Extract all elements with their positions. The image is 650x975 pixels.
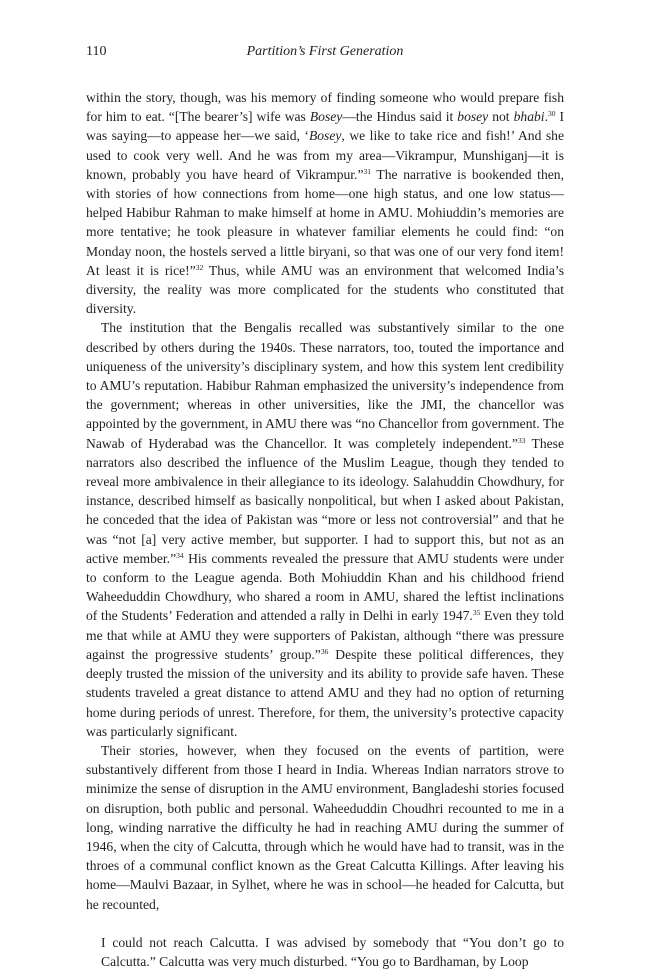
- text-run: These narrators also described the influence of the Muslim League, though they tended to reveal more ambivalence in their allegiance to its ideology. Salahuddin Chowdhury, for instance, described himself as basically nonpolitical, but when I asked about Pakistan, he conceded that the idea of Pakistan was “more or less not controversial” and that he was “not [a] very active member, but supporter. I had to support this, but not as an active member.”: [86, 435, 564, 566]
- body-text: [86, 88, 564, 971]
- footnote-ref: 32: [195, 262, 204, 272]
- text-run: Their stories, however, when they focused on the events of partition, were substantively different from those I heard in India. Whereas Indian narrators strove to minimize the sense of disruption in the AMU environment, Bangladeshi stories focused on disruption, both public and personal. Waheeduddin Choudhri recounted to me in a long, winding narrative the difficulty he had in reaching AMU during the summer of 1946, when the city of Calcutta, through which he would have had to transit, was in the throes of a communal conflict known as the Great Calcutta Killings. After leaving his home—Maulvi Bazaar, in Sylhet, where he was in school—he headed for Calcutta, but he recounted,: [86, 742, 564, 912]
- text-run: The narrative is bookended then, with stories of how connections from home—one high status, and one low status—helped Habibur Rahman to make himself at home in AMU. Mohiuddin’s memories are more tentative; he took pleasure in whatever familiar elements he could find: “on Monday noon, the hostels served a little biryani, so that was one of our very fond item! At least it is rice!”: [86, 166, 564, 278]
- text-run: Despite these political differences, they deeply trusted the mission of the university and its ability to provide safe haven. These students traveled a great distance to attend AMU and they had no option of returning home during periods of unrest. Therefore, for them, the university’s protective capacity was particularly significant.: [86, 646, 564, 739]
- text-run: His comments revealed the pressure that AMU students were under to conform to the League agenda. Both Mohiuddin Khan and his childhood friend Waheeduddin Chowdhury, who shared a room in AMU, shared the leftist inclinations of the Students’ Federation and attended a rally in Delhi in early 1947.: [86, 550, 565, 624]
- text-run: Even they told me that while at AMU they were supporters of Pakistan, although “there was pressure against the progressive students’ group.”: [86, 608, 564, 662]
- italic-term: bosey: [457, 109, 489, 125]
- page-number: 110: [86, 44, 107, 59]
- running-title: Partition’s First Generation: [246, 44, 404, 59]
- text-run: The institution that the Bengalis recalled was substantively similar to the one described by others during the 1940s. These narrators, too, touted the importance and uniqueness of the university’s disciplinary system, and how this system lent credibility to AMU’s reputation. Habibur Rahman emphasized the university’s independence from the government; whereas in other universities, like the JMI, the chancellor was appointed by the government, in AMU there was “no Chancellor from government. The Nawab of Hyderabad was the Chancellor. It was completely independent.”: [86, 320, 564, 451]
- paragraph-3: [86, 741, 564, 914]
- paragraph-2: [86, 318, 564, 740]
- text-run: .: [544, 109, 548, 125]
- footnote-ref: 30: [547, 109, 556, 119]
- italic-term: Bosey: [308, 128, 342, 144]
- footnote-ref: 33: [517, 435, 526, 445]
- italic-term: bhabi: [513, 109, 545, 125]
- text-run: within the story, though, was his memory of finding someone who would prepare fish for him to eat. “[The bearer’s] wife was: [86, 90, 564, 125]
- footnote-ref: 35: [472, 608, 481, 618]
- italic-term: Bosey: [309, 109, 343, 125]
- footnote-ref: 34: [176, 550, 184, 560]
- block-quote: I could not reach Calcutta. I was advised by somebody that “You don’t go to Calcutta.” Calcutta was very much disturbed. “You go to Bardhaman, by Loop: [101, 934, 564, 969]
- paragraph-1: [86, 88, 564, 318]
- text-run: not: [488, 109, 514, 125]
- text-run: , we like to take rice and fish!’ And she used to cook very well. And he was from my area—Vikrampur, Munshiganj—it is known, probably you have heard of Vikrampur.”: [86, 128, 564, 182]
- footnote-ref: 31: [363, 166, 371, 176]
- page-header: [86, 44, 564, 64]
- text-run: —the Hindus said it: [342, 109, 458, 125]
- text-run: Thus, while AMU was an environment that welcomed India’s diversity, the reality was more complicated for the students who constituted that diversity.: [86, 262, 564, 317]
- footnote-ref: 36: [320, 646, 329, 656]
- text-run: I was saying—to appease her—we said, ‘: [86, 109, 564, 144]
